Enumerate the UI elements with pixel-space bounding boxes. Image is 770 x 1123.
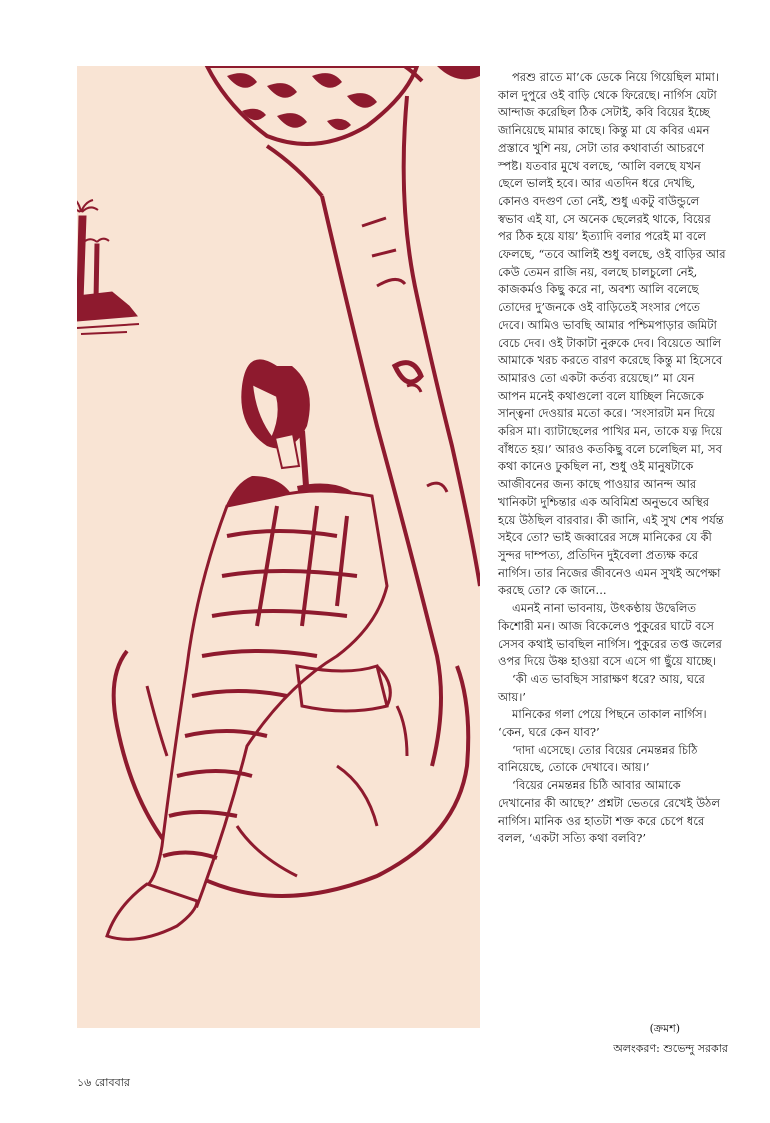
serial-note: (ক্রমশ) bbox=[649, 1022, 680, 1035]
story-paragraph: ‘বিয়ের নেমন্তন্নর চিঠি আবার আমাকে দেখানোর কী আছে?’ প্রশ্নটা ভেতরে রেখেই উঠল নার্গিস। মানিক ওর হাতটা শক্ত করে চেপে ধরে বলল, ‘একটা সত্যি কথা বলবি?’ bbox=[498, 778, 720, 846]
woman-under-tree-illustration bbox=[77, 66, 480, 1028]
story-paragraph: এমনই নানা ভাবনায়, উৎকণ্ঠায় উদ্বেলিত কিশোরী মন। আজ বিকেলেও পুকুরের ঘাটে বসে সেসব কথাই ভাবছিল নার্গিস। পুকুরের তপ্ত জলের ওপর দিয়ে উষ্ণ হাওয়া বসে এসে গা ছুঁয়ে যাচ্ছে। bbox=[498, 601, 722, 669]
woman-figure bbox=[107, 359, 390, 939]
illustration-credit: অলংকরণ: শুভেন্দু সরকার bbox=[613, 1042, 728, 1055]
story-illustration bbox=[77, 66, 480, 1028]
story-paragraph: ‘দাদা এসেছে। তোর বিয়ের নেমন্তন্নর চিঠি বানিয়েছে, তোকে দেখাবে। আয়।’ bbox=[498, 742, 698, 775]
story-paragraph: মানিকের গলা পেয়ে পিছনে তাকাল নার্গিস। ‘কেন, ঘরে কেন যাব?’ bbox=[498, 707, 707, 740]
story-paragraph: ‘কী এত ভাবছিস সারাক্ষণ ধরে? আয়, ঘরে আয়।’ bbox=[498, 671, 705, 704]
page-folio: ১৬ রোববার bbox=[77, 1076, 130, 1089]
palm-trees-icon bbox=[77, 198, 139, 334]
tree-canopy bbox=[207, 66, 480, 144]
story-text-column bbox=[498, 69, 726, 848]
story-paragraph: পরশু রাতে মা’কে ডেকে নিয়ে গিয়েছিল মামা। কাল দুপুরে ওই বাড়ি থেকে ফিরেছে। নার্গিস যেটা আন্দাজ করেছিল ঠিক সেটাই, কবি বিয়ের ইচ্ছে জানিয়েছে মামার কাছে। কিন্তু মা যে কবির এমন প্রস্তাবে খুশি নয়, সেটা তার কথাবার্তা আচরণে স্পষ্ট। যতবার মুখে বলছে, ‘আলি বলছে যখন ছেলে ভালই হবে। আর এতদিন ধরে দেখছি, কোনও বদগুণ তো নেই, শুধু একটু বাউন্ডুলে স্বভাব এই যা, সে অনেক ছেলেরই থাকে, বিয়ের পর ঠিক হয়ে যায়’ ইত্যাদি বলার পরেই মা বলে ফেলছে, “তবে আলিই শুধু বলছে, ওই বাড়ির আর কেউ তেমন রাজি নয়, বলছে চালচুলো নেই, কাজকর্মও কিছু করে না, অবশ্য আলি বলেছে তোদের দু’জনকে ওই বাড়িতেই সংসার পেতে দেবে। আমিও ভাবছি আমার পশ্চিমপাড়ার জমিটা বেচে দেব। ওই টাকাটা নুরুকে দেব। বিয়েতে আলি আমাকে খরচ করতে বারণ করেছে কিন্তু মা হিসেবে আমারও তো একটা কর্তব্য রয়েছে।” মা যেন আপন মনেই কথাগুলো বলে যাচ্ছিল নিজেকে সান্ত্বনা দেওয়ার মতো করে। ‘সংসারটা মন দিয়ে করিস মা। ব্যাটাছেলের পাখির মন, তাকে যত্ন দিয়ে বাঁধতে হয়।’ আরও কতকিছু বলে চলেছিল মা, সব কথা কানেও ঢুকছিল না, শুধু ওই মানুষটাকে আজীবনের জন্য কাছে পাওয়ার আনন্দ আর খানিকটা দুশ্চিন্তার এক অবিমিশ্র অনুভবে অস্থির হয়ে উঠছিল বারবার। কী জানি, এই সুখ শেষ পর্যন্ত সইবে তো? ভাই জব্বারের সঙ্গে মানিকের যে কী সুন্দর দাম্পত্য, প্রতিদিন দুইবেলা প্রত্যক্ষ করে নার্গিস। তার নিজের জীবনেও এমন সুখই অপেক্ষা করছে তো? কে জানে... bbox=[498, 70, 726, 598]
